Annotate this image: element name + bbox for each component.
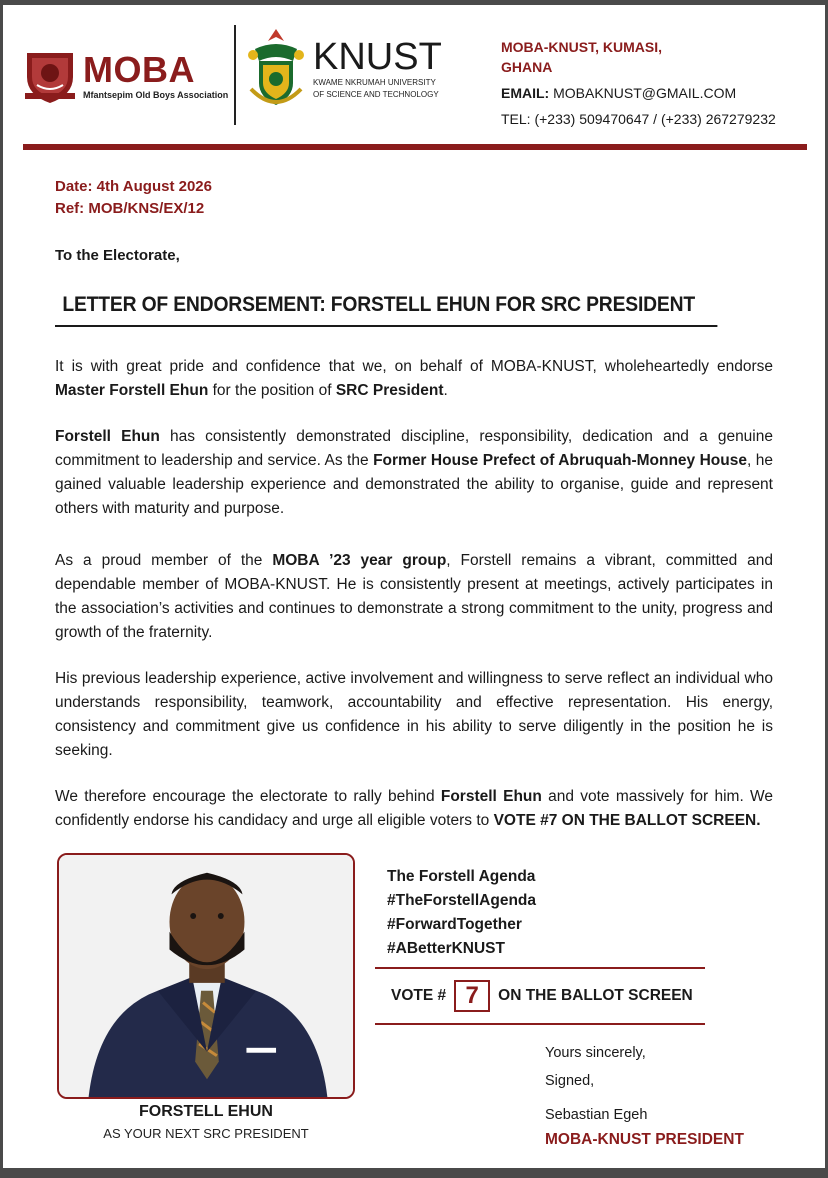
salutation: To the Electorate, bbox=[55, 247, 180, 264]
signatory-position: MOBA-KNUST PRESIDENT bbox=[545, 1131, 744, 1148]
email-value: MOBAKNUST@GMAIL.COM bbox=[553, 85, 737, 101]
moba-fullname: Mfantsepim Old Boys Association bbox=[83, 90, 229, 100]
vote-rule-bottom bbox=[375, 1023, 705, 1025]
knust-logo bbox=[247, 27, 442, 111]
vote-rule-top bbox=[375, 967, 705, 969]
agenda-block bbox=[387, 865, 536, 961]
candidate-name: FORSTELL EHUN bbox=[139, 1103, 273, 1120]
knust-fullname-line2: OF SCIENCE AND TECHNOLOGY bbox=[313, 90, 439, 99]
signed-label: Signed, bbox=[545, 1073, 595, 1089]
letterhead bbox=[3, 5, 825, 150]
knust-crest-icon bbox=[247, 27, 305, 111]
letter-subject: LETTER OF ENDORSEMENT: FORSTELL EHUN FOR SRC PRESIDENT bbox=[55, 293, 717, 327]
vote-callout bbox=[391, 980, 693, 1012]
moba-crest-icon bbox=[23, 47, 77, 105]
knust-wordmark: KNUST bbox=[313, 36, 442, 78]
header-rule bbox=[23, 144, 807, 150]
paragraph-4: His previous leadership experience, active involvement and willingness to serve reflect an individual who understands responsibility, teamwork, accountability and effective representation. His energy, consistency and commitment give us confidence in his ability to serve diligently in the position he is seeking. bbox=[55, 670, 773, 759]
agenda-line: #TheForstellAgenda bbox=[387, 892, 536, 909]
candidate-tagline: AS YOUR NEXT SRC PRESIDENT bbox=[103, 1126, 309, 1141]
contact-country: GHANA bbox=[501, 59, 553, 75]
letter-page bbox=[3, 5, 825, 1168]
contact-email bbox=[501, 83, 821, 103]
candidate-portrait-icon bbox=[59, 855, 353, 1097]
letter-date: Date: 4th August 2026 bbox=[55, 178, 212, 195]
moba-logo bbox=[23, 47, 228, 105]
vote-suffix: ON THE BALLOT SCREEN bbox=[498, 987, 693, 1004]
signatory-name: Sebastian Egeh bbox=[545, 1107, 648, 1123]
paragraph-3: As a proud member of the MOBA ’23 year group, Forstell remains a vibrant, committed and dependable member of MOBA-KNUST. He is consistently present at meetings, actively participates in the association’s activities and continues to demonstrate a strong commitment to the unity, progress and growth of the fraternity. bbox=[55, 552, 774, 641]
agenda-line: #ABetterKNUST bbox=[387, 940, 505, 957]
contact-block bbox=[501, 37, 821, 129]
paragraph-1: It is with great pride and confidence that we, on behalf of MOBA-KNUST, wholeheartedly endorse Master Forstell Ehun for the position of SRC President. bbox=[55, 358, 773, 399]
contact-tel: TEL: (+233) 509470647 / (+233) 267279232 bbox=[501, 111, 776, 127]
closing: Yours sincerely, bbox=[545, 1045, 646, 1061]
letter-meta bbox=[55, 176, 212, 220]
paragraph-2: Forstell Ehun has consistently demonstrated discipline, responsibility, dedication and a genuine commitment to leadership and service. As the Former House Prefect of Abruquah-Monney House, he gained valuable leadership experience and demonstrated the ability to organise, guide and represent others with maturity and purpose. bbox=[55, 428, 773, 517]
agenda-line: The Forstell Agenda bbox=[387, 868, 536, 885]
contact-city: MOBA-KNUST, KUMASI, bbox=[501, 39, 662, 55]
signoff-block bbox=[545, 1039, 744, 1151]
moba-wordmark: MOBA bbox=[83, 49, 195, 90]
vote-prefix: VOTE # bbox=[391, 987, 447, 1004]
email-label: EMAIL: bbox=[501, 85, 550, 101]
header-divider bbox=[234, 25, 236, 125]
knust-fullname-line1: KWAME NKRUMAH UNIVERSITY bbox=[313, 78, 436, 87]
letter-ref: Ref: MOB/KNS/EX/12 bbox=[55, 200, 205, 217]
candidate-photo bbox=[57, 853, 355, 1099]
paragraph-5: We therefore encourage the electorate to rally behind Forstell Ehun and vote massively for him. We confidently endorse his candidacy and urge all eligible voters to VOTE #7 ON THE BALLOT SCREEN. bbox=[55, 788, 773, 829]
agenda-line: #ForwardTogether bbox=[387, 916, 522, 933]
vote-number-box: 7 bbox=[454, 980, 490, 1012]
